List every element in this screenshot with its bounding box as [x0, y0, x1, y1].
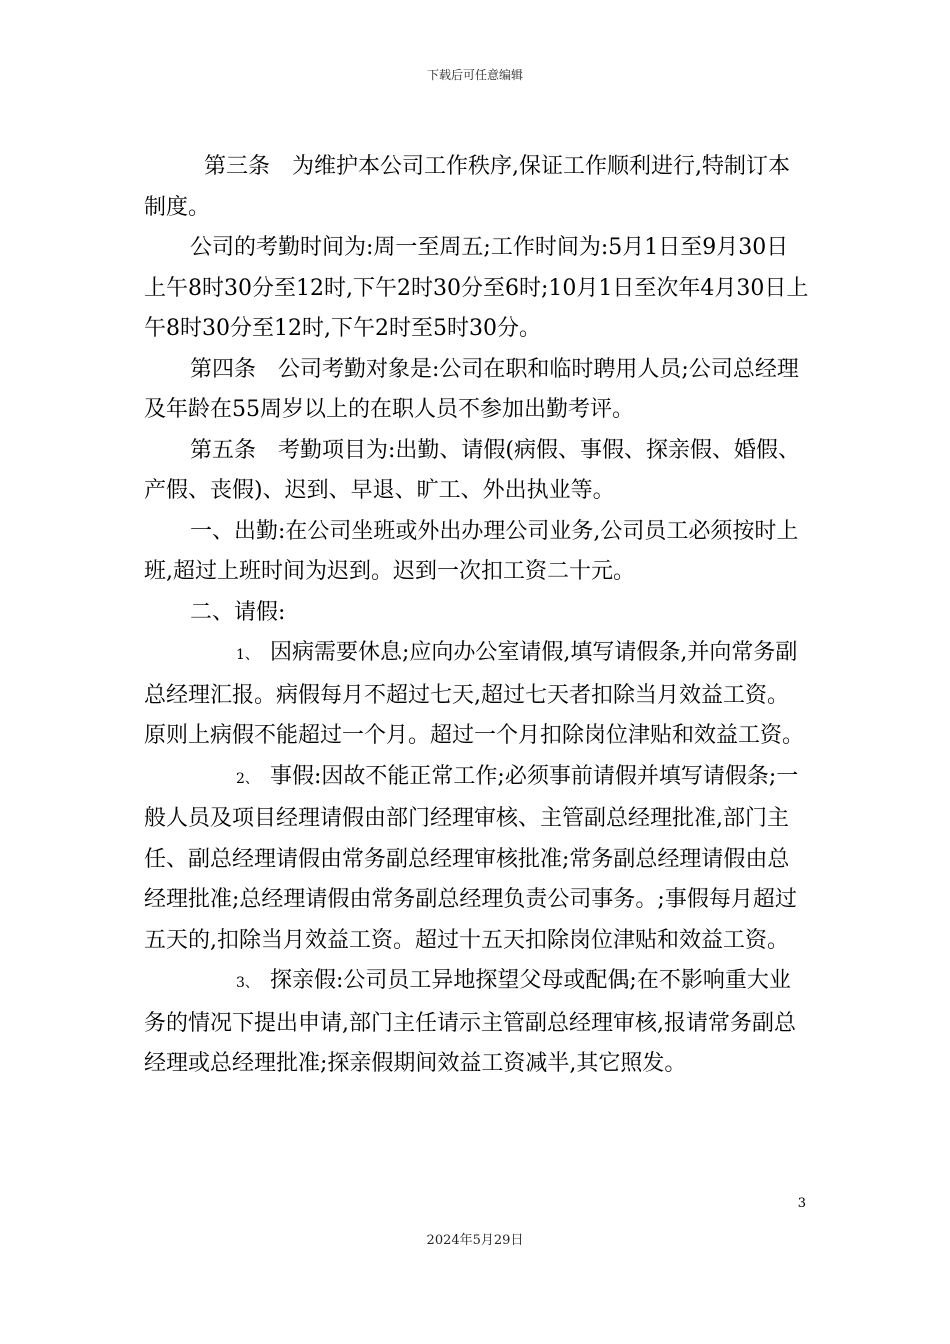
list-item-number: 1、: [236, 647, 259, 663]
list-item-family-leave: [144, 961, 810, 1085]
paragraph-attendance-time: 公司的考勤时间为:周一至周五;工作时间为:5月1日至9月30日 上午8时30分至12时,下午2时30分至6时;10月1日至次年4月30日上午8时30分至12时,下午2时至5时30分。: [144, 235, 811, 341]
page-number: 3: [797, 1196, 806, 1211]
paragraph-article-3: 第三条 为维护本公司工作秩序,保证工作顺利进行,特制订本制度。: [144, 154, 790, 220]
page-header: 下载后可任意编辑: [426, 68, 523, 82]
list-item-text: 事假:因故不能正常工作;必须事前请假并填写请假条;一般人员及项目经理请假由部门经理审核、主管副总经理批准,部门主任、副总经理请假由常务副总经理审核批准;常务副总经理请假由总经理批准;总经理请假由常务副总经理负责公司事务。;事假每月超过五天的,扣除当月效益工资。超过十五天扣除岗位津贴和效益工资。: [144, 763, 799, 953]
list-item-number: 3、: [236, 975, 259, 991]
paragraph-attendance: 一、出勤:在公司坐班或外出办理公司业务,公司员工必须按时上班,超过上班时间为迟到。迟到一次扣工资二十元。: [144, 518, 799, 584]
list-item-text: 因病需要休息;应向办公室请假,填写请假条,并向常务副总经理汇报。病假每月不超过七天,超过七天者扣除当月效益工资。原则上病假不能超过一个月。超过一个月扣除岗位津贴和效益工资。: [144, 640, 805, 748]
list-item-personal-leave: [144, 757, 810, 962]
paragraph-leave-heading: 二、请假:: [190, 599, 286, 625]
list-item-text: 探亲假:公司员工异地探望父母或配偶;在不影响重大业务的情况下提出申请,部门主任请示主管副总经理审核,报请常务副总经理或总经理批准;探亲假期间效益工资减半,其它照发。: [144, 968, 796, 1076]
page-footer-date: 2024年5月29日: [426, 1233, 524, 1248]
document-body: [144, 147, 810, 1085]
list-item-number: 2、: [236, 770, 259, 787]
paragraph-article-4: 第四条 公司考勤对象是:公司在职和临时聘用人员;公司总经理及年龄在55周岁以上的在职人员不参加出勤考评。: [144, 356, 799, 422]
list-item-sick-leave: [144, 633, 810, 757]
paragraph-article-5: 第五条 考勤项目为:出勤、请假(病假、事假、探亲假、婚假、产假、丧假)、迟到、早退、旷工、外出执业等。: [144, 437, 800, 503]
